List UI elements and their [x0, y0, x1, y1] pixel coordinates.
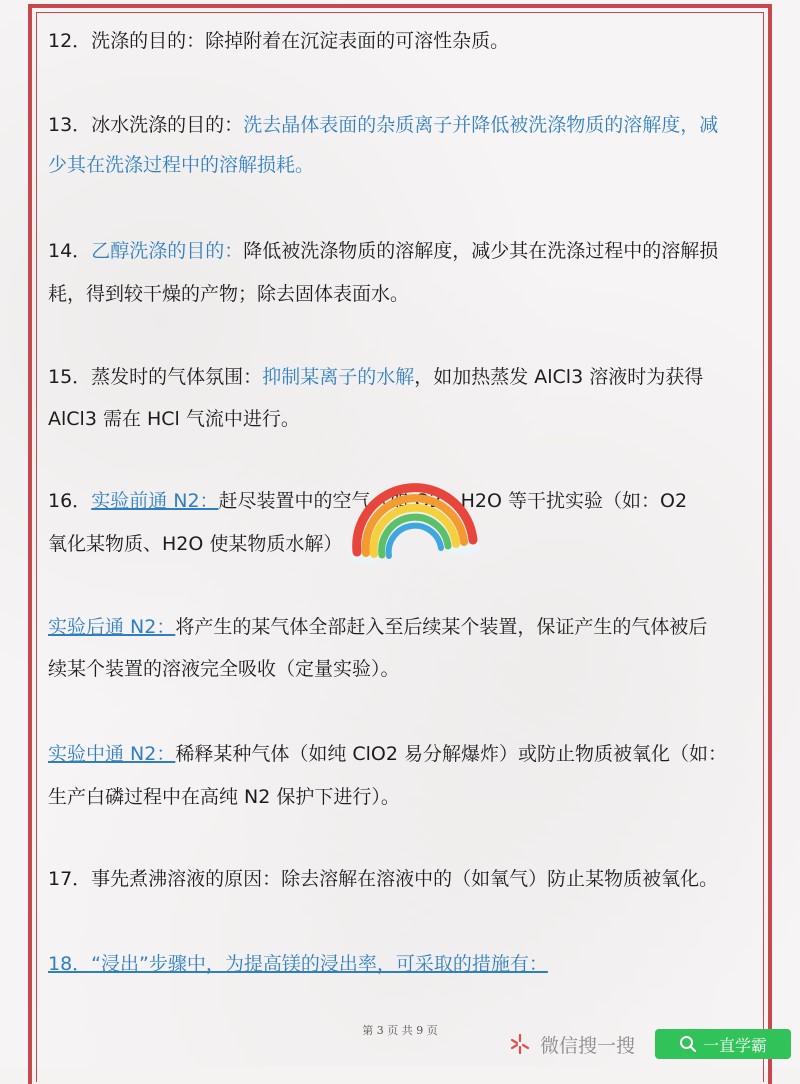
- item-15-line1: 15．蒸发时的气体氛围：抑制某离子的水解，如加热蒸发 AlCl3 溶液时为获得: [48, 366, 704, 388]
- wechat-search-icon: [508, 1032, 532, 1056]
- item-14-line2: 耗，得到较干燥的产物；除去固体表面水。: [48, 283, 410, 305]
- search-icon: [679, 1035, 697, 1053]
- item-17: 17．事先煮沸溶液的原因：除去溶解在溶液中的（如氧气）防止某物质被氧化。: [48, 868, 719, 890]
- item-16-after-line1: 实验后通 N2：将产生的某气体全部赶入至后续某个装置，保证产生的气体被后: [48, 616, 708, 638]
- item-12: 12．洗涤的目的：除掉附着在沉淀表面的可溶性杂质。: [48, 30, 510, 52]
- item-13-line2: 少其在洗涤过程中的溶解损耗。: [48, 154, 315, 176]
- page-number: 第 3 页 共 9 页: [362, 1024, 438, 1037]
- item-16-during-line1: 实验中通 N2：稀释某种气体（如纯 ClO2 易分解爆炸）或防止物质被氧化（如：: [48, 743, 728, 765]
- wechat-search-text: 微信搜一搜: [540, 1034, 636, 1057]
- account-badge[interactable]: [655, 1029, 791, 1059]
- account-badge-label: 一直学霸: [702, 1035, 767, 1055]
- item-16-after-line2: 续某个装置的溶液完全吸收（定量实验）。: [48, 658, 400, 680]
- wechat-search-watermark: [508, 1030, 635, 1058]
- item-18: 18．“浸出”步骤中，为提高镁的浸出率，可采取的措施有：: [48, 953, 548, 975]
- item-16-line2: 氧化某物质、H2O 使某物质水解）: [48, 533, 343, 555]
- item-16-line1: 16．实验前通 N2：赶尽装置中的空气（如 O2、H2O 等干扰实验（如：O2: [48, 490, 688, 512]
- rainbow-sticker: [345, 480, 485, 570]
- item-14-line1: 14．乙醇洗涤的目的：降低被洗涤物质的溶解度，减少其在洗涤过程中的溶解损: [48, 240, 719, 262]
- item-13-line1: 13．冰水洗涤的目的：洗去晶体表面的杂质离子并降低被洗涤物质的溶解度，减: [48, 114, 719, 136]
- item-16-during-line2: 生产白磷过程中在高纯 N2 保护下进行）。: [48, 786, 400, 808]
- item-15-line2: AlCl3 需在 HCl 气流中进行。: [48, 408, 300, 430]
